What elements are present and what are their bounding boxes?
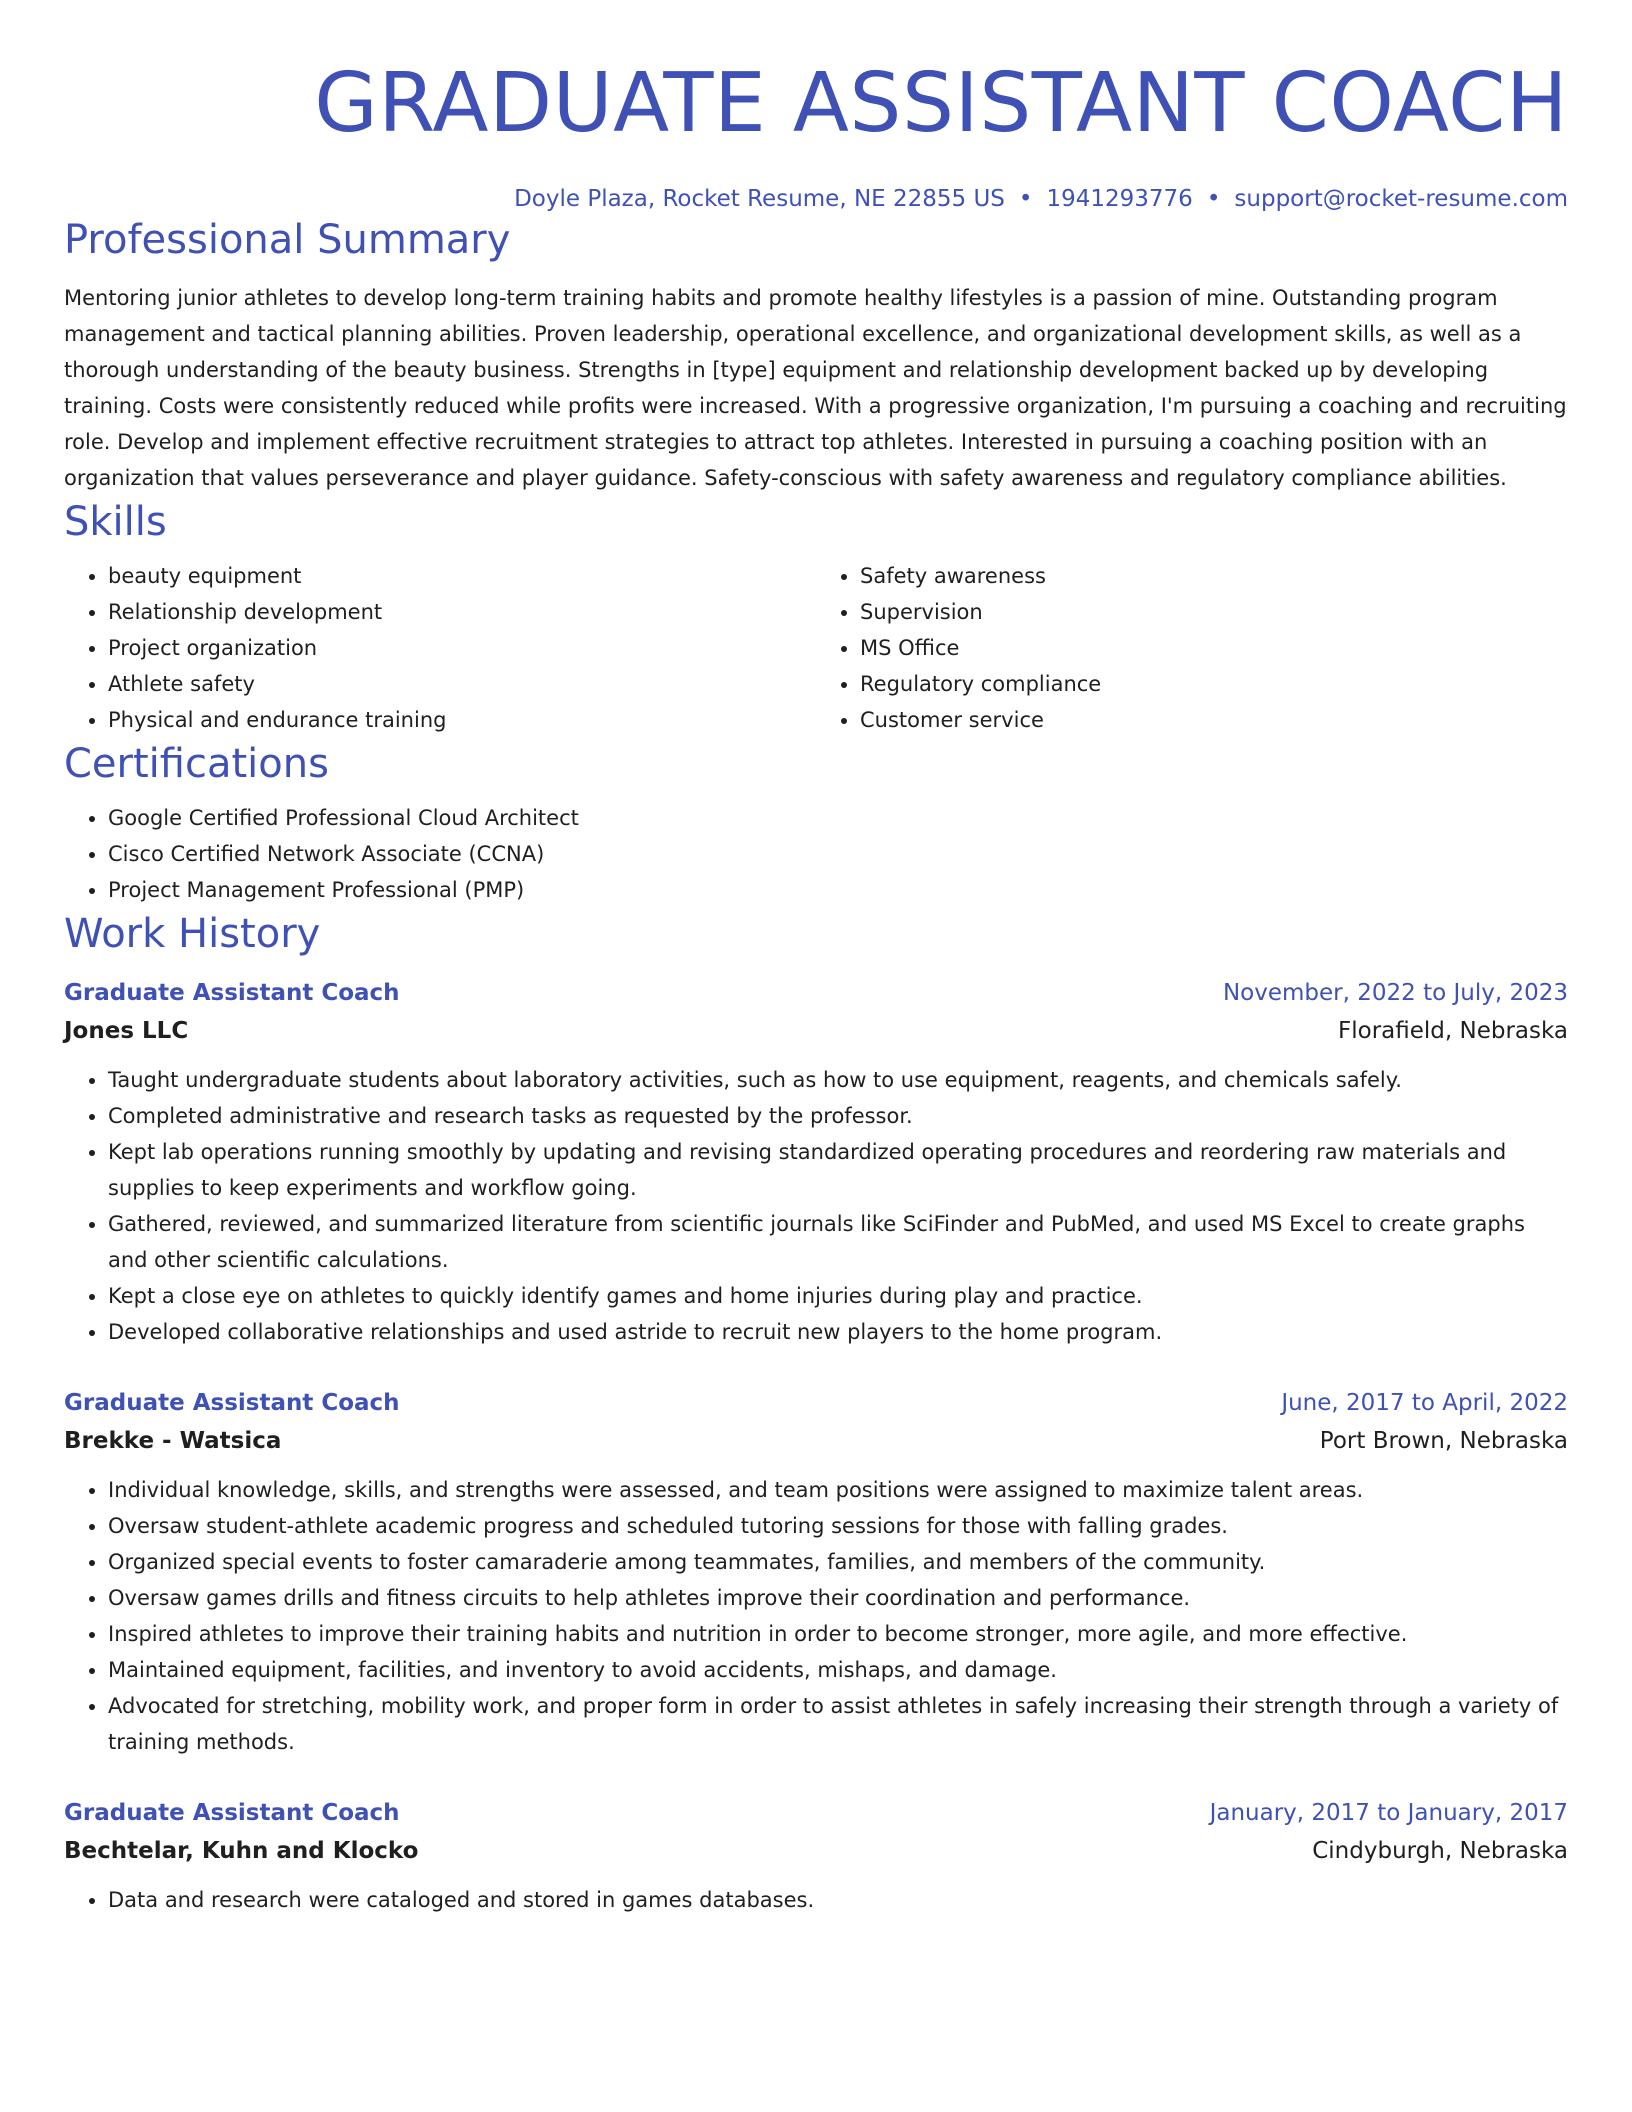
contact-line (64, 184, 1568, 214)
skills-heading: Skills (64, 499, 167, 545)
job-bullet: • Inspired athletes to improve their training habits and nutrition in order to become stronger, more agile, and more effective. (108, 1616, 1568, 1652)
work-history-heading: Work History (64, 911, 321, 957)
skill-item: • Supervision (860, 594, 1568, 630)
professional-summary-heading: Professional Summary (64, 217, 511, 263)
job-bullets (64, 1062, 1568, 1350)
skill-item: • Athlete safety (108, 666, 816, 702)
resume-name: GRADUATE ASSISTANT COACH (314, 56, 1568, 151)
job-header-row (64, 1794, 1568, 1832)
job-bullet: • Oversaw games drills and fitness circuits to help athletes improve their coordination and performance. (108, 1580, 1568, 1616)
job-company: Jones LLC (64, 1018, 189, 1044)
job-header-row (64, 974, 1568, 1012)
job-dates: June, 2017 to April, 2022 (1281, 1390, 1568, 1416)
job-bullet: • Developed collaborative relationships and used astride to recruit new players to the home program. (108, 1314, 1568, 1350)
job-company-row (64, 1422, 1568, 1460)
job-bullet: • Kept a close eye on athletes to quickly identify games and home injuries during play and practice. (108, 1278, 1568, 1314)
contact-email: support@rocket-resume.com (1234, 186, 1568, 212)
skill-item: • Relationship development (108, 594, 816, 630)
job-location: Florafield, Nebraska (1338, 1018, 1568, 1044)
job-company: Brekke - Watsica (64, 1428, 282, 1454)
skill-item: • Safety awareness (860, 558, 1568, 594)
skill-item: • Physical and endurance training (108, 702, 816, 738)
job-bullet: • Kept lab operations running smoothly by updating and revising standardized operating procedures and reordering raw materials and supplies to keep experiments and workflow going. (108, 1134, 1568, 1206)
job-entry (64, 974, 1568, 1350)
job-bullet: • Oversaw student-athlete academic progress and scheduled tutoring sessions for those with falling grades. (108, 1508, 1568, 1544)
job-location: Cindyburgh, Nebraska (1312, 1838, 1568, 1864)
contact-address: Doyle Plaza, Rocket Resume, NE 22855 US (514, 186, 1005, 212)
job-bullet: • Maintained equipment, facilities, and inventory to avoid accidents, mishaps, and damage. (108, 1652, 1568, 1688)
job-entry (64, 1794, 1568, 1918)
job-bullet: • Gathered, reviewed, and summarized literature from scientific journals like SciFinder and PubMed, and used MS Excel to create graphs and other scientific calculations. (108, 1206, 1568, 1278)
job-dates: January, 2017 to January, 2017 (1209, 1800, 1568, 1826)
certification-item: • Project Management Professional (PMP) (108, 872, 1568, 908)
job-bullet: • Advocated for stretching, mobility work, and proper form in order to assist athletes in safely increasing their strength through a variety of training methods. (108, 1688, 1568, 1760)
professional-summary-text: Mentoring junior athletes to develop long-term training habits and promote healthy lifestyles is a passion of mine. Outstanding program management and tactical planning abilities. Proven leadership, operational excellence, and organizational development skills, as well as a thorough understanding of the beauty business. Strengths in [type] equipment and relationship development backed up by developing training. Costs were consistently reduced while profits were increased. With a progressive organization, I'm pursuing a coaching and recruiting role. Develop and implement effective recruitment strategies to attract top athletes. Interested in pursuing a coaching position with an organization that values perseverance and player guidance. Safety-conscious with safety awareness and regulatory compliance abilities. (64, 286, 1567, 490)
job-title: Graduate Assistant Coach (64, 1800, 400, 1826)
certifications-list (64, 800, 1568, 908)
contact-phone: 1941293776 (1046, 186, 1193, 212)
job-bullet: • Organized special events to foster camaraderie among teammates, families, and members of the community. (108, 1544, 1568, 1580)
job-bullet: • Taught undergraduate students about laboratory activities, such as how to use equipment, reagents, and chemicals safely. (108, 1062, 1568, 1098)
job-bullet: • Data and research were cataloged and stored in games databases. (108, 1882, 1568, 1918)
job-location: Port Brown, Nebraska (1319, 1428, 1568, 1454)
job-company-row (64, 1832, 1568, 1870)
job-bullet: • Completed administrative and research tasks as requested by the professor. (108, 1098, 1568, 1134)
certifications-heading: Certifications (64, 741, 329, 787)
job-entry (64, 1384, 1568, 1760)
skill-item: • Project organization (108, 630, 816, 666)
job-dates: November, 2022 to July, 2023 (1222, 980, 1568, 1006)
skill-item: • beauty equipment (108, 558, 816, 594)
job-title: Graduate Assistant Coach (64, 1390, 400, 1416)
job-company-row (64, 1012, 1568, 1050)
skill-item: • MS Office (860, 630, 1568, 666)
job-bullets (64, 1472, 1568, 1760)
skill-item: • Regulatory compliance (860, 666, 1568, 702)
job-title: Graduate Assistant Coach (64, 980, 400, 1006)
skills-right-list (816, 558, 1568, 738)
contact-separator: • (1018, 186, 1033, 212)
skills-left-list (64, 558, 816, 738)
certification-item: • Google Certified Professional Cloud Architect (108, 800, 1568, 836)
skills-columns (64, 558, 1568, 738)
contact-separator: • (1206, 186, 1221, 212)
job-header-row (64, 1384, 1568, 1422)
job-bullet: • Individual knowledge, skills, and strengths were assessed, and team positions were assigned to maximize talent areas. (108, 1472, 1568, 1508)
job-company: Bechtelar, Kuhn and Klocko (64, 1838, 419, 1864)
skill-item: • Customer service (860, 702, 1568, 738)
job-bullets (64, 1882, 1568, 1918)
certification-item: • Cisco Certified Network Associate (CCNA) (108, 836, 1568, 872)
